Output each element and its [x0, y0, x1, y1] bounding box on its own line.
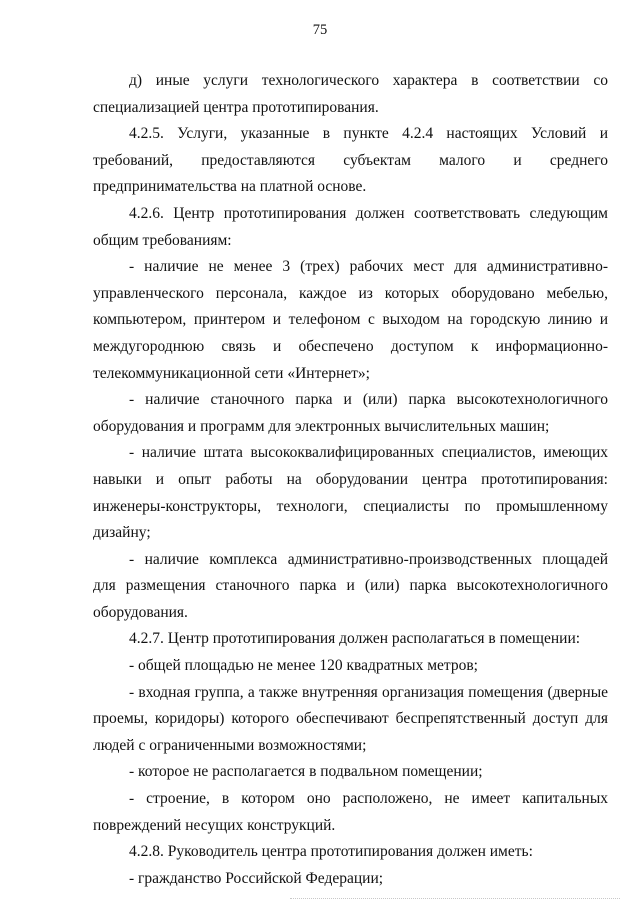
paragraph-4-2-8: 4.2.8. Руководитель центра прототипирования должен иметь:	[129, 843, 533, 861]
list-item-not-basement: - которое не располагается в подвальном помещении;	[129, 763, 483, 781]
paragraph-4-2-5: 4.2.5. Услуги, указанные в пункте 4.2.4 настоящих Условий и требований, предоставляются субъектам малого и среднего предпринимательства на платной основе.	[93, 125, 608, 196]
page-number: 75	[312, 22, 328, 38]
scan-edge-divider	[290, 898, 620, 900]
list-item-floor-area: - общей площадью не менее 120 квадратных метров;	[129, 657, 478, 675]
list-item-workplaces: - наличие не менее 3 (трех) рабочих мест для административно-управленческого персонала, каждое из которых оборудовано мебелью, компьютером, принтером и телефоном с выходом на городскую линию и междугороднюю связь и обеспечено доступом к информационно-телекоммуникационной сети «Интернет»;	[93, 258, 608, 382]
paragraph-4-2-6: 4.2.6. Центр прототипирования должен соответствовать следующим общим требованиям:	[93, 204, 608, 249]
document-body	[93, 68, 608, 892]
paragraph-item-d-other-services: д) иные услуги технологического характера в соответствии со специализацией центра прототипирования.	[93, 72, 608, 116]
list-item-accessibility: - входная группа, а также внутренняя организация помещения (дверные проемы, коридоры) которого обеспечивают беспрепятственный доступ для людей с ограниченными возможностями;	[93, 683, 608, 754]
list-item-production-areas: - наличие комплекса административно-производственных площадей для размещения станочного парка и (или) парка высокотехнологичного оборудования.	[93, 550, 608, 621]
list-item-citizenship: - гражданство Российской Федерации;	[129, 869, 384, 887]
list-item-specialists: - наличие штата высококвалифицированных специалистов, имеющих навыки и опыт работы на оборудовании центра прототипирования: инженеры-конструкторы, технологи, специалисты по промышленному дизайну;	[93, 444, 608, 542]
list-item-structural-integrity: - строение, в котором оно расположено, не имеет капитальных повреждений несущих конструкций.	[93, 790, 608, 834]
list-item-machine-park: - наличие станочного парка и (или) парка высокотехнологичного оборудования и программ для электронных вычислительных машин;	[93, 391, 608, 435]
paragraph-4-2-7: 4.2.7. Центр прототипирования должен располагаться в помещении:	[129, 630, 581, 648]
